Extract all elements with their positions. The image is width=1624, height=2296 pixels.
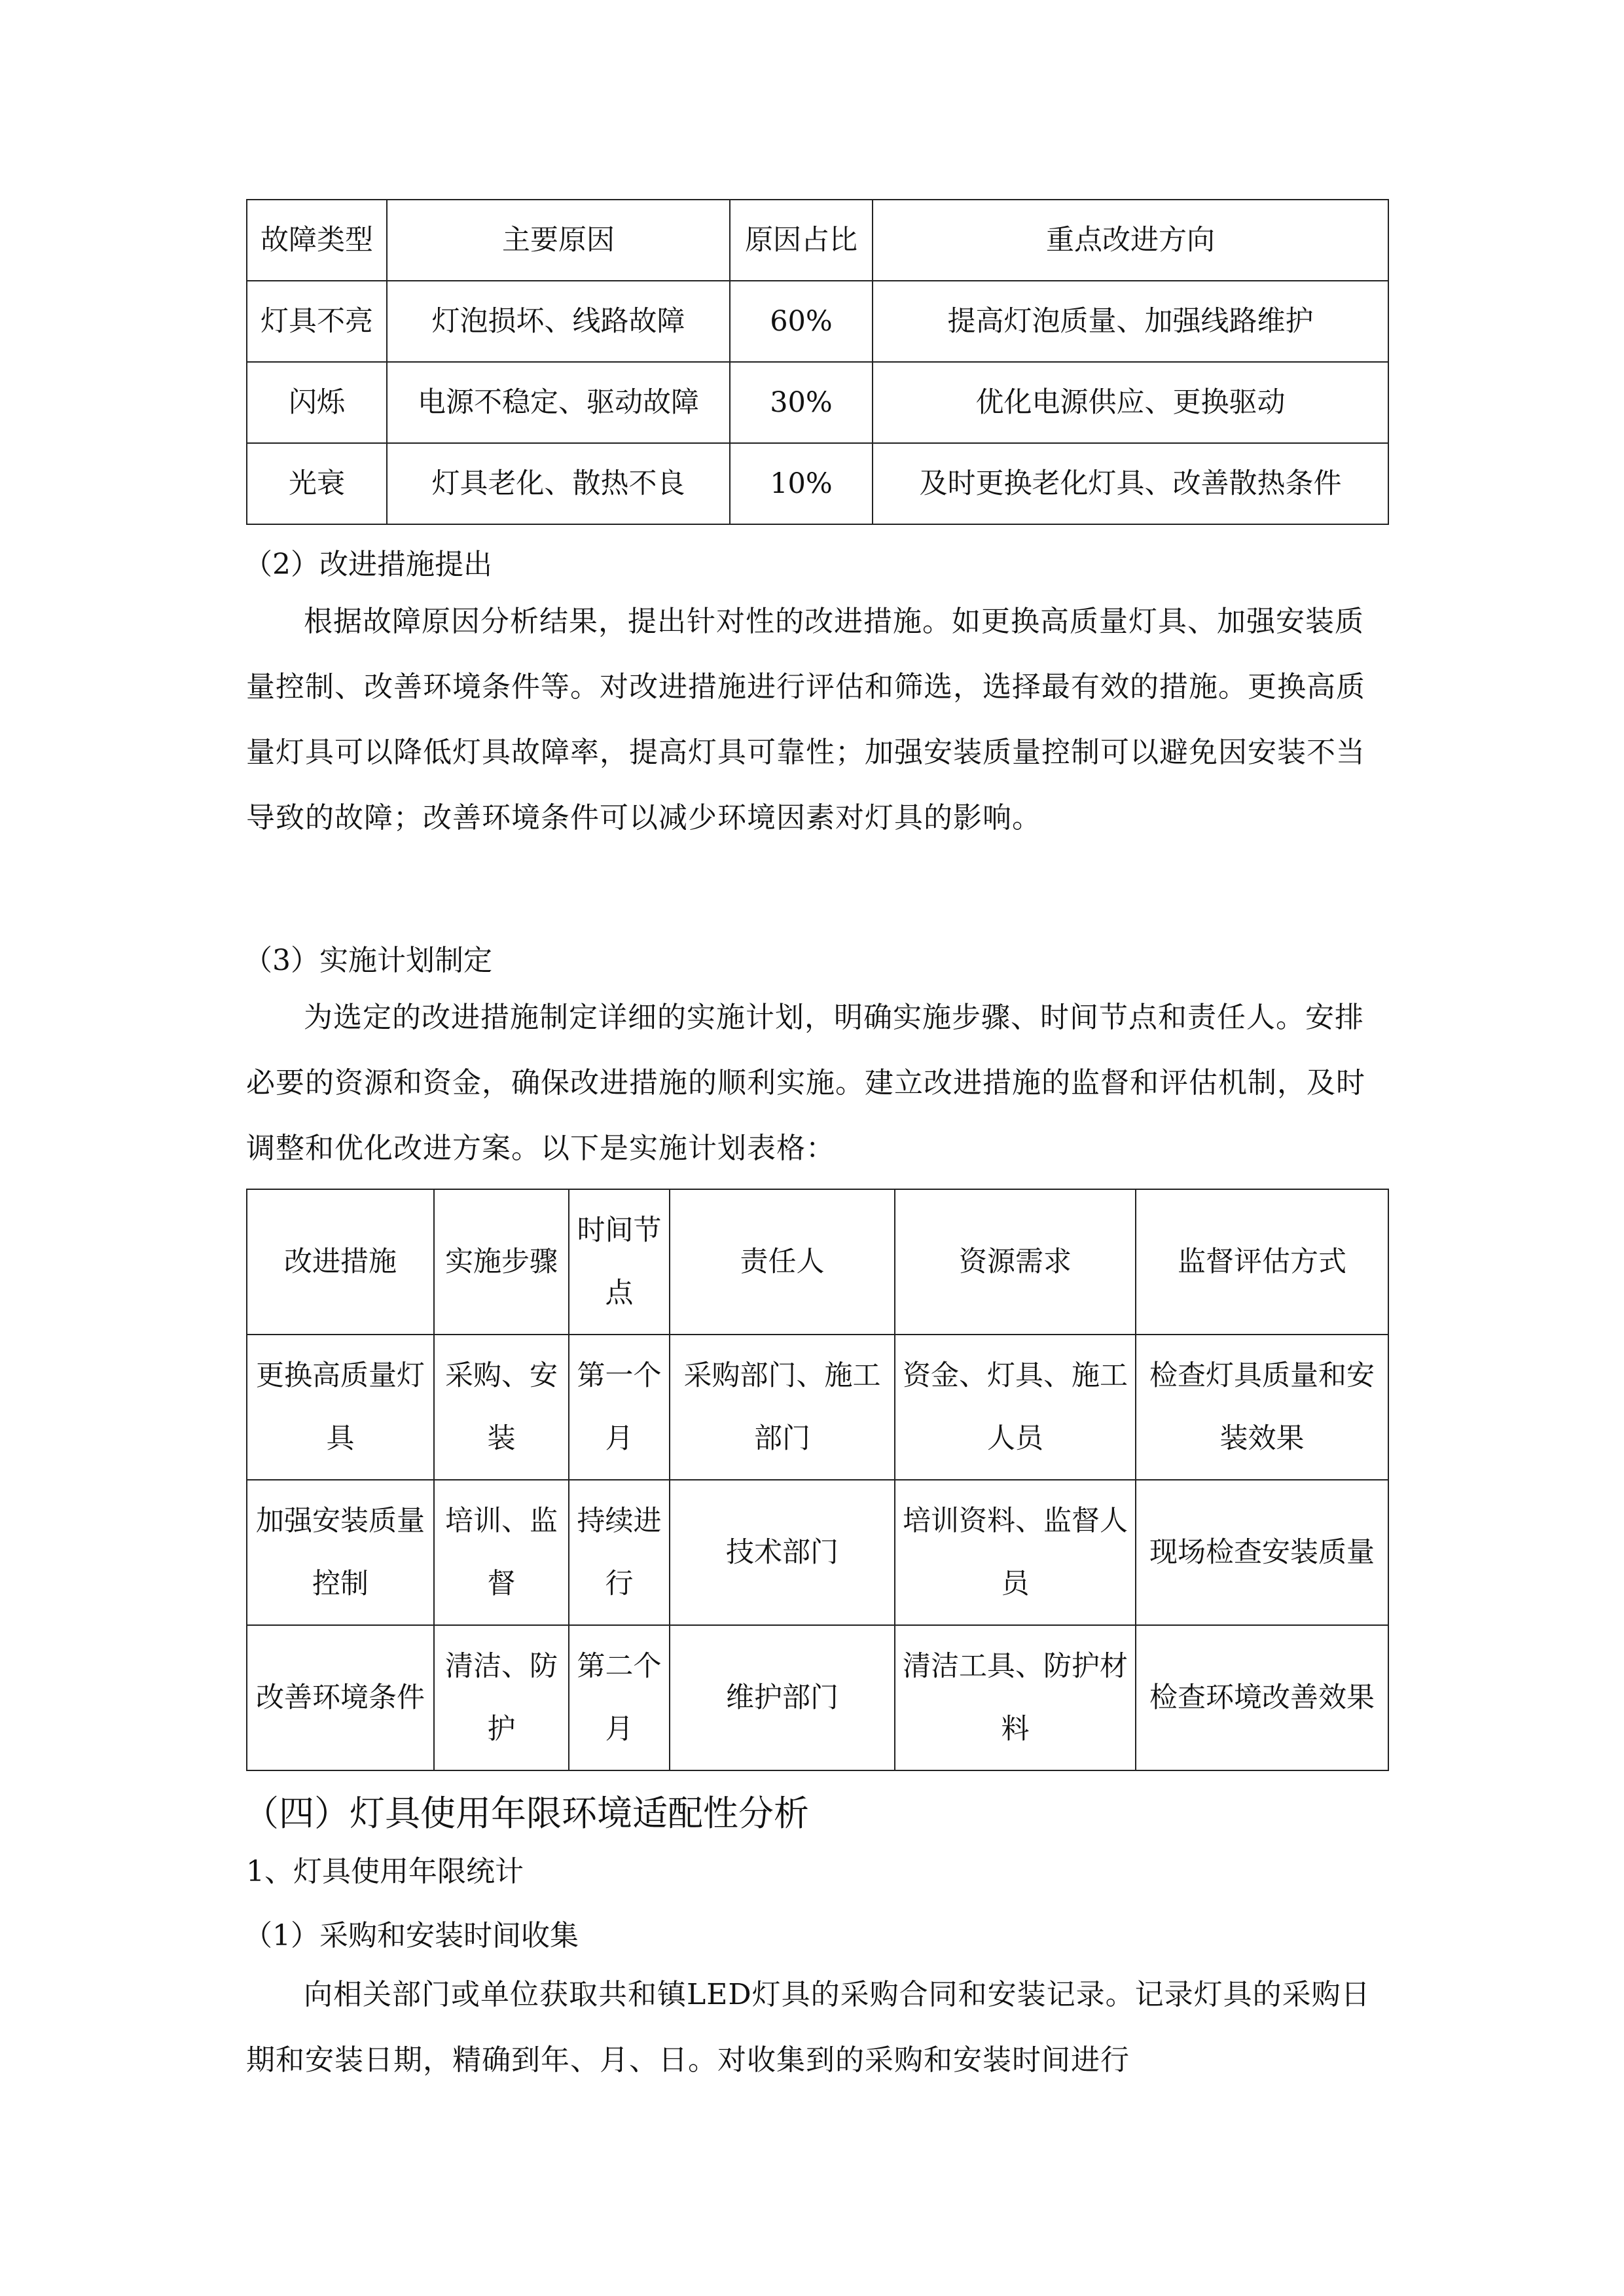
table-cell: 采购部门、施工部门	[670, 1335, 895, 1480]
header-cell: 改进措施	[247, 1189, 434, 1335]
table-cell: 更换高质量灯具	[247, 1335, 434, 1480]
section-title: （2）改进措施提出	[244, 548, 492, 581]
table-cell: 检查灯具质量和安装效果	[1136, 1335, 1388, 1480]
header-cell: 监督评估方式	[1136, 1189, 1388, 1335]
table-cell: 持续进行	[569, 1480, 670, 1625]
table-cell: 第一个月	[569, 1335, 670, 1480]
table-row	[247, 1335, 1388, 1480]
table-cell: 培训、监督	[434, 1480, 569, 1625]
body-paragraph: 根据故障原因分析结果，提出针对性的改进措施。如更换高质量灯具、加强安装质量控制、改善环境条件等。对改进措施进行评估和筛选，选择最有效的措施。更换高质量灯具可以降低灯具故障率，提高灯具可靠性；加强安装质量控制可以避免因安装不当导致的故障；改善环境条件可以减少环境因素对灯具的影响。	[246, 605, 1365, 834]
table-cell: 电源不稳定、驱动故障	[387, 362, 730, 443]
body-paragraph: 为选定的改进措施制定详细的实施计划，明确实施步骤、时间节点和责任人。安排必要的资源和资金，确保改进措施的顺利实施。建立改进措施的监督和评估机制，及时调整和优化改进方案。以下是实施计划表格：	[246, 1001, 1365, 1165]
header-cell: 实施步骤	[434, 1189, 569, 1335]
header-cell: 责任人	[670, 1189, 895, 1335]
table-row	[247, 1480, 1388, 1625]
table-header-row	[247, 1189, 1388, 1335]
table-cell: 闪烁	[247, 362, 387, 443]
header-cell: 资源需求	[895, 1189, 1136, 1335]
table-row	[247, 281, 1388, 362]
table-cell: 现场检查安装质量	[1136, 1480, 1388, 1625]
subsection-title: 1、灯具使用年限统计	[246, 1855, 524, 1888]
body-paragraph: 向相关部门或单位获取共和镇LED灯具的采购合同和安装记录。记录灯具的采购日期和安装日期，精确到年、月、日。对收集到的采购和安装时间进行	[246, 1978, 1371, 2077]
table-cell: 光衰	[247, 443, 387, 524]
table-cell: 灯泡损坏、线路故障	[387, 281, 730, 362]
header-cell: 重点改进方向	[873, 200, 1388, 281]
table-cell: 技术部门	[670, 1480, 895, 1625]
table-cell: 清洁工具、防护材料	[895, 1625, 1136, 1770]
section-heading: （四）灯具使用年限环境适配性分析	[244, 1793, 809, 1834]
implementation-plan-table	[246, 1189, 1389, 1771]
subsection-title: （1）采购和安装时间收集	[244, 1919, 579, 1952]
table-cell: 加强安装质量控制	[247, 1480, 434, 1625]
header-cell: 主要原因	[387, 200, 730, 281]
table-cell: 灯具老化、散热不良	[387, 443, 730, 524]
fault-analysis-table	[246, 199, 1389, 525]
table-cell: 采购、安装	[434, 1335, 569, 1480]
table-header-row	[247, 200, 1388, 281]
table-cell: 提高灯泡质量、加强线路维护	[873, 281, 1388, 362]
table-cell: 第二个月	[569, 1625, 670, 1770]
table-cell: 60%	[730, 281, 873, 362]
table-cell: 10%	[730, 443, 873, 524]
table-cell: 清洁、防护	[434, 1625, 569, 1770]
table-row	[247, 443, 1388, 524]
table-cell: 维护部门	[670, 1625, 895, 1770]
table-cell: 优化电源供应、更换驱动	[873, 362, 1388, 443]
table-cell: 及时更换老化灯具、改善散热条件	[873, 443, 1388, 524]
table-row	[247, 362, 1388, 443]
table-cell: 灯具不亮	[247, 281, 387, 362]
header-cell: 原因占比	[730, 200, 873, 281]
header-cell: 故障类型	[247, 200, 387, 281]
section-title: （3）实施计划制定	[244, 944, 492, 977]
table-cell: 资金、灯具、施工人员	[895, 1335, 1136, 1480]
table-cell: 改善环境条件	[247, 1625, 434, 1770]
table-row	[247, 1625, 1388, 1770]
table-cell: 30%	[730, 362, 873, 443]
header-cell: 时间节点	[569, 1189, 670, 1335]
table-cell: 检查环境改善效果	[1136, 1625, 1388, 1770]
table-cell: 培训资料、监督人员	[895, 1480, 1136, 1625]
